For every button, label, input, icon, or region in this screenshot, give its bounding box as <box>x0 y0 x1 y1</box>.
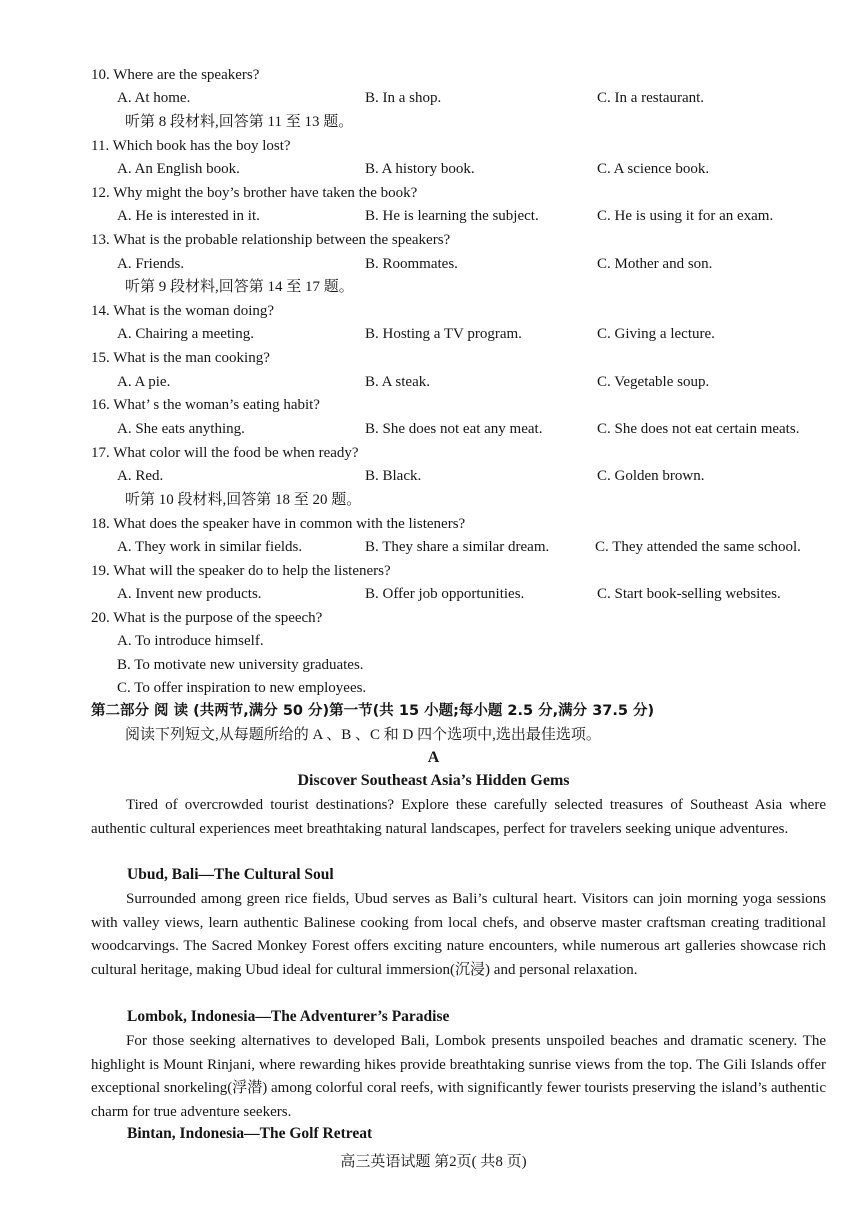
section-heading-lombok: Lombok, Indonesia—The Adventurer’s Paradise <box>127 1008 450 1025</box>
option-c: C. Giving a lecture. <box>597 326 715 342</box>
option-b: B. To motivate new university graduates. <box>117 657 364 673</box>
option-b: B. She does not eat any meat. <box>365 421 543 437</box>
option-c: C. Vegetable soup. <box>597 374 710 390</box>
option-a: A. They work in similar fields. <box>117 539 303 555</box>
option-a: A. Invent new products. <box>117 586 262 602</box>
question-stem: 12. Why might the boy’s brother have taken the book? <box>91 185 418 201</box>
option-c: C. Start book-selling websites. <box>597 586 781 602</box>
part-two-heading: 第二部分 阅 读 (共两节,满分 50 分)第一节(共 15 小题;每小题 2.5 分,满分 37.5 分) <box>91 703 655 719</box>
question-stem: 14. What is the woman doing? <box>91 303 275 319</box>
option-a: A. Friends. <box>117 256 185 272</box>
question-stem: 19. What will the speaker do to help the listeners? <box>91 563 391 579</box>
option-c: C. Golden brown. <box>597 468 705 484</box>
section-heading-ubud: Ubud, Bali—The Cultural Soul <box>127 866 334 883</box>
option-c: C. They attended the same school. <box>595 539 801 555</box>
question-stem: 16. What’ s the woman’s eating habit? <box>91 397 320 413</box>
option-c: C. In a restaurant. <box>597 90 705 106</box>
option-b: B. Roommates. <box>365 256 458 272</box>
instruction-segment-8: 听第 8 段材料,回答第 11 至 13 题。 <box>125 114 354 130</box>
section-text-ubud: Surrounded among green rice fields, Ubud serves as Bali’s cultural heart. Visitors can join morning yoga sessions with valley views, learn authentic Balinese cooking from local chefs, and observe master craftsman creating traditional woodcarvings. The Sacred Monkey Forest offers exciting nature encounters, while numerous art galleries showcase rich cultural heritage, making Ubud ideal for cultural immersion(沉浸) and personal relaxation. <box>91 891 826 978</box>
question-stem: 10. Where are the speakers? <box>91 67 260 83</box>
option-c: C. He is using it for an exam. <box>597 208 774 224</box>
passage-intro: Tired of overcrowded tourist destinations? Explore these carefully selected treasures of Southeast Asia where authentic cultural experiences meet breathtaking natural landscapes, perfect for travelers seeking unique adventures. <box>91 797 826 837</box>
section-heading-bintan: Bintan, Indonesia—The Golf Retreat <box>127 1125 373 1142</box>
option-c: C. Mother and son. <box>597 256 713 272</box>
question-stem: 11. Which book has the boy lost? <box>91 138 291 154</box>
reading-direction: 阅读下列短文,从每题所给的 A 、B 、C 和 D 四个选项中,选出最佳选项。 <box>125 727 601 743</box>
option-a: A. She eats anything. <box>117 421 245 437</box>
option-c: C. A science book. <box>597 161 710 177</box>
option-a: A. Chairing a meeting. <box>117 326 255 342</box>
question-stem: 15. What is the man cooking? <box>91 350 270 366</box>
option-a: A. To introduce himself. <box>117 633 264 649</box>
question-stem: 20. What is the purpose of the speech? <box>91 610 323 626</box>
option-a: A. Red. <box>117 468 164 484</box>
question-stem: 18. What does the speaker have in common with the listeners? <box>91 516 466 532</box>
option-b: B. Black. <box>365 468 422 484</box>
option-b: B. A history book. <box>365 161 475 177</box>
question-stem: 13. What is the probable relationship between the speakers? <box>91 232 451 248</box>
page-footer: 高三英语试题 第2页( 共8 页) <box>340 1154 527 1170</box>
passage-letter: A <box>427 749 440 766</box>
option-a: A. A pie. <box>117 374 171 390</box>
option-b: B. He is learning the subject. <box>365 208 539 224</box>
option-a: A. An English book. <box>117 161 240 177</box>
instruction-segment-9: 听第 9 段材料,回答第 14 至 17 题。 <box>125 279 354 295</box>
option-b: B. They share a similar dream. <box>365 539 550 555</box>
passage-title: Discover Southeast Asia’s Hidden Gems <box>297 772 570 789</box>
option-b: B. Offer job opportunities. <box>365 586 525 602</box>
section-text-lombok: For those seeking alternatives to developed Bali, Lombok presents unspoiled beaches and dramatic scenery. The highlight is Mount Rinjani, where rewarding hikes provide breathtaking sunrise views from the top. The Gili Islands offer exceptional snorkeling(浮潜) among colorful coral reefs, with significantly fewer tourists preserving the island’s authentic charm for true adventure seekers. <box>91 1033 826 1120</box>
option-b: B. Hosting a TV program. <box>365 326 522 342</box>
option-b: B. A steak. <box>365 374 431 390</box>
option-a: A. At home. <box>117 90 191 106</box>
option-c: C. She does not eat certain meats. <box>597 421 800 437</box>
option-c: C. To offer inspiration to new employees. <box>117 680 367 696</box>
instruction-segment-10: 听第 10 段材料,回答第 18 至 20 题。 <box>125 492 362 508</box>
option-a: A. He is interested in it. <box>117 208 260 224</box>
question-stem: 17. What color will the food be when ready? <box>91 445 359 461</box>
option-b: B. In a shop. <box>365 90 442 106</box>
